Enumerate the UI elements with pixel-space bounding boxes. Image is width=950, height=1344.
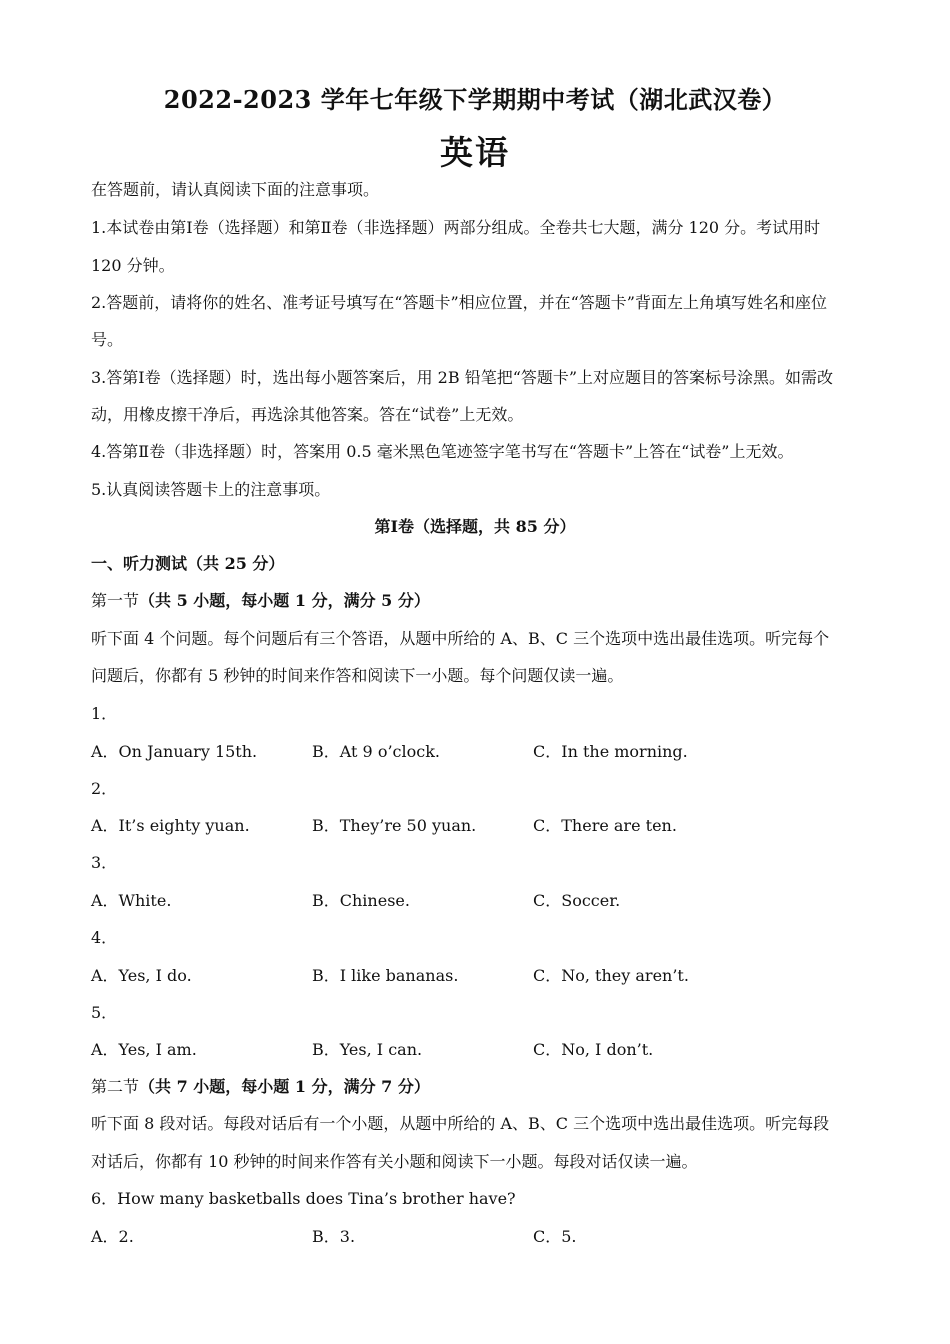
sub1-heading-detail: （共 5 小题，每小题 1 分，满分 5 分）	[139, 591, 430, 610]
instruction-3-line-2: 动，用橡皮擦干净后，再选涂其他答案。答在“试卷”上无效。	[91, 405, 524, 424]
question-5-option-c: C．No, I don’t.	[533, 1040, 654, 1059]
instruction-2-line-1: 2.答题前，请将你的姓名、准考证号填写在“答题卡”相应位置，并在“答题卡”背面左上角填写姓名和座位	[91, 293, 827, 312]
section1-heading: 一、听力测试（共 25 分）	[91, 554, 285, 573]
question-6-option-b: B．3.	[312, 1227, 356, 1246]
sub1-heading-prefix: 第一节	[91, 591, 140, 610]
instruction-1-line-1: 1.本试卷由第Ⅰ卷（选择题）和第Ⅱ卷（非选择题）两部分组成。全卷共七大题，满分 120 分。考试用时	[91, 218, 821, 237]
question-4-option-a: A．Yes, I do.	[91, 966, 192, 985]
sub2-heading	[91, 1076, 430, 1098]
exam-title: 2022-2023 学年七年级下学期期中考试（湖北武汉卷）	[163, 85, 787, 114]
sub2-heading-detail: （共 7 小题，每小题 1 分，满分 7 分）	[139, 1077, 430, 1096]
question-1-option-b: B．At 9 o’clock.	[312, 742, 440, 761]
question-5-option-a: A．Yes, I am.	[91, 1040, 197, 1059]
question-3-option-c: C．Soccer.	[533, 891, 621, 910]
question-2-option-a: A．It’s eighty yuan.	[91, 816, 250, 835]
instruction-2-line-2: 号。	[91, 330, 124, 349]
question-6-option-c: C．5.	[533, 1227, 577, 1246]
question-4-option-b: B．I like bananas.	[312, 966, 459, 985]
question-3-option-b: B．Chinese.	[312, 891, 410, 910]
question-1-option-c: C．In the morning.	[533, 742, 688, 761]
sub2-directions-line-1: 听下面 8 段对话。每段对话后有一个小题，从题中所给的 A、B、C 三个选项中选出最佳选项。听完每段	[91, 1114, 830, 1133]
instruction-4: 4.答第Ⅱ卷（非选择题）时，答案用 0.5 毫米黑色笔迹签字笔书写在“答题卡”上答在“试卷”上无效。	[91, 442, 794, 461]
instruction-1-line-2: 120 分钟。	[91, 256, 175, 275]
question-2-option-b: B．They’re 50 yuan.	[312, 816, 477, 835]
question-2-option-c: C．There are ten.	[533, 816, 677, 835]
sub2-directions-line-2: 对话后，你都有 10 秒钟的时间来作答有关小题和阅读下一小题。每段对话仅读一遍。	[91, 1152, 698, 1171]
sub2-heading-prefix: 第二节	[91, 1077, 140, 1096]
part1-heading: 第Ⅰ卷（选择题，共 85 分）	[374, 517, 576, 536]
question-3-number: 3．	[91, 853, 118, 872]
question-6-option-a: A．2.	[91, 1227, 134, 1246]
question-1-number: 1．	[91, 704, 118, 723]
instruction-5: 5.认真阅读答题卡上的注意事项。	[91, 480, 331, 499]
sub1-directions-line-1: 听下面 4 个问题。每个问题后有三个答语，从题中所给的 A、B、C 三个选项中选出最佳选项。听完每个	[91, 629, 830, 648]
question-4-number: 4．	[91, 928, 118, 947]
instruction-3-line-1: 3.答第Ⅰ卷（选择题）时，选出每小题答案后，用 2B 铅笔把“答题卡”上对应题目的答案标号涂黑。如需改	[91, 368, 834, 387]
question-2-number: 2．	[91, 779, 118, 798]
sub1-heading	[91, 590, 430, 612]
question-6-stem: 6．How many basketballs does Tina’s brother have?	[91, 1189, 516, 1208]
subject-title: 英语	[440, 133, 510, 172]
question-5-number: 5．	[91, 1003, 118, 1022]
sub1-directions-line-2: 问题后，你都有 5 秒钟的时间来作答和阅读下一小题。每个问题仅读一遍。	[91, 666, 624, 685]
question-1-option-a: A．On January 15th.	[91, 742, 258, 761]
question-3-option-a: A．White.	[91, 891, 172, 910]
question-4-option-c: C．No, they aren’t.	[533, 966, 689, 985]
question-5-option-b: B．Yes, I can.	[312, 1040, 423, 1059]
instructions-intro: 在答题前，请认真阅读下面的注意事项。	[91, 180, 380, 199]
